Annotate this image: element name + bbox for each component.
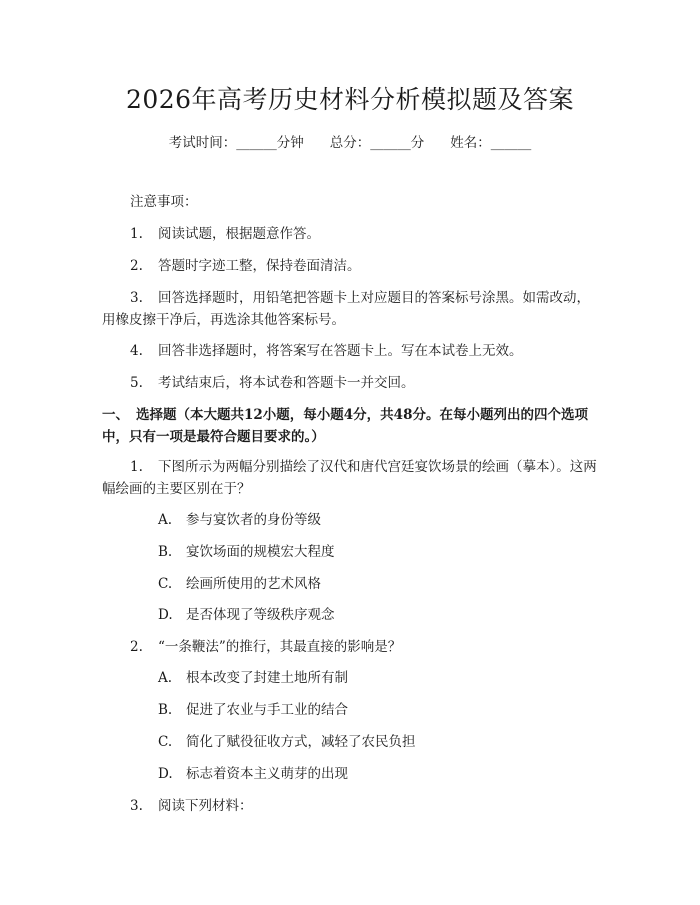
option-b[interactable] <box>158 542 335 562</box>
option-d[interactable] <box>158 764 348 784</box>
notice-item-number: 2. <box>130 258 143 274</box>
exam-time-field: 考试时间：______分钟 <box>168 135 304 151</box>
option-text: 促进了农业与手工业的结合 <box>186 702 348 718</box>
section-number: 一、 <box>102 407 129 423</box>
option-c[interactable] <box>158 732 416 752</box>
option-d[interactable] <box>158 605 335 625</box>
notice-item-text: 阅读试题，根据题意作答。 <box>158 226 320 242</box>
option-text: 是否体现了等级秩序观念 <box>186 607 335 623</box>
total-score-field: 总分：______分 <box>329 135 425 151</box>
notice-item <box>102 287 602 331</box>
option-letter: B. <box>158 702 173 718</box>
question-text: “一条鞭法”的推行，其最直接的影响是？ <box>158 639 402 655</box>
question-3 <box>130 796 253 816</box>
option-letter: C. <box>158 576 173 592</box>
question-text: 下图所示为两幅分别描绘了汉代和唐代宫廷宴饮场景的绘画（摹本）。这两幅绘画的主要区别在于？ <box>102 459 597 497</box>
notice-item-number: 4. <box>130 343 143 359</box>
option-text: 根本改变了封建土地所有制 <box>186 670 348 686</box>
notice-item-text: 考试结束后，将本试卷和答题卡一并交回。 <box>158 375 415 391</box>
option-letter: A. <box>158 512 173 528</box>
notice-item-number: 3. <box>130 290 143 306</box>
notice-item <box>130 224 320 244</box>
option-letter: C. <box>158 734 173 750</box>
section-heading <box>102 404 602 448</box>
notice-item <box>130 341 523 361</box>
notice-item-text: 答题时字迹工整，保持卷面清洁。 <box>158 258 361 274</box>
exam-meta <box>0 131 700 151</box>
section-text: 选择题（本大题共12小题，每小题4分，共48分。在每小题列出的四个选项中，只有一项是最符合题目要求的。） <box>102 407 588 445</box>
option-text: 简化了赋役征收方式，减轻了农民负担 <box>186 734 416 750</box>
question-number: 1. <box>130 459 143 475</box>
option-text: 绘画所使用的艺术风格 <box>186 576 321 592</box>
option-text: 标志着资本主义萌芽的出现 <box>186 766 348 782</box>
option-text: 宴饮场面的规模宏大程度 <box>186 544 335 560</box>
notice-item <box>130 256 361 276</box>
question-number: 2. <box>130 639 143 655</box>
option-letter: D. <box>158 607 173 623</box>
option-a[interactable] <box>158 510 321 530</box>
question-2 <box>130 637 401 657</box>
notice-item-number: 5. <box>130 375 143 391</box>
notice-item-text: 回答非选择题时，将答案写在答题卡上。写在本试卷上无效。 <box>158 343 523 359</box>
page-title: 2026年高考历史材料分析模拟题及答案 <box>125 85 575 114</box>
option-text: 参与宴饮者的身份等级 <box>186 512 321 528</box>
option-letter: D. <box>158 766 173 782</box>
option-letter: A. <box>158 670 173 686</box>
option-a[interactable] <box>158 668 348 688</box>
question-number: 3. <box>130 798 143 814</box>
option-letter: B. <box>158 544 173 560</box>
notice-item-number: 1. <box>130 226 143 242</box>
name-field: 姓名：______ <box>450 135 532 151</box>
question-1 <box>102 456 602 500</box>
question-text: 阅读下列材料： <box>158 798 253 814</box>
notice-item-text: 回答选择题时，用铅笔把答题卡上对应题目的答案标号涂黑。如需改动，用橡皮擦干净后，再选涂其他答案标号。 <box>102 290 590 328</box>
notice-heading: 注意事项： <box>130 194 198 210</box>
option-b[interactable] <box>158 700 348 720</box>
notice-item <box>130 373 415 393</box>
option-c[interactable] <box>158 574 321 594</box>
